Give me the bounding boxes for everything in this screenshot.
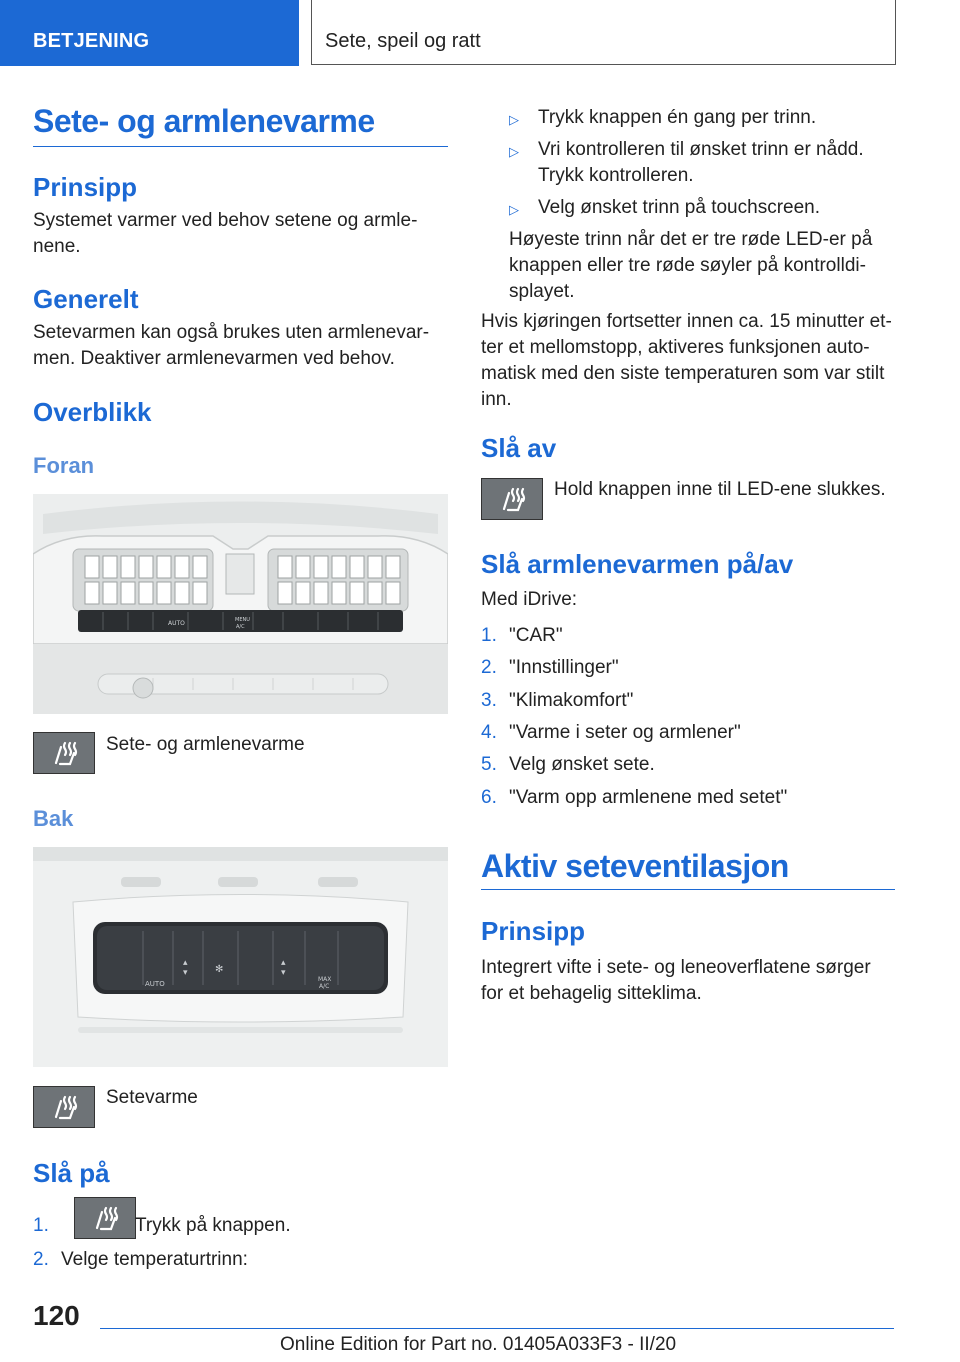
rear-panel-image bbox=[33, 847, 448, 1067]
chapter-label: Sete, speil og ratt bbox=[325, 30, 481, 52]
rear-ac-label: A/C bbox=[319, 983, 330, 990]
edition-label: Online Edition for Part no. 01405A033F3 - II/20 bbox=[280, 1334, 677, 1355]
triangle-bullet-icon: ▷ bbox=[509, 144, 519, 159]
step-text: "Varm opp armlenene med setet" bbox=[509, 787, 788, 808]
generelt-line-2: men. Deaktiver armlenevarmen ved behov. bbox=[33, 348, 395, 369]
step-number: 6. bbox=[481, 787, 497, 808]
sla-pa-heading: Slå på bbox=[33, 1158, 110, 1188]
step-number: 2. bbox=[33, 1249, 49, 1270]
seat-heating-icon bbox=[33, 732, 95, 774]
prinsipp2-line-2: for et behagelig sitteklima. bbox=[481, 983, 702, 1004]
prinsipp2-heading: Prinsipp bbox=[481, 916, 586, 946]
hvis-line-4: inn. bbox=[481, 389, 512, 410]
bullet-text: Vri kontrolleren til ønsket trinn er nådd. bbox=[538, 139, 864, 160]
rear-climate-panel-illustration bbox=[33, 847, 448, 1067]
page-title: Sete- og armlenevarme bbox=[33, 103, 375, 139]
section-label: BETJENING bbox=[33, 30, 150, 52]
sla-av-text: Hold knappen inne til LED-ene slukkes. bbox=[554, 479, 886, 500]
hvis-line-1: Hvis kjøringen fortsetter innen ca. 15 minutter et- bbox=[481, 311, 892, 332]
rear-max-label: MAX bbox=[318, 976, 332, 983]
generelt-heading: Generelt bbox=[33, 284, 139, 314]
step-text: Velge temperaturtrinn: bbox=[61, 1249, 248, 1270]
seat-heating-icon bbox=[481, 478, 543, 520]
svg-text:▾: ▾ bbox=[281, 968, 286, 978]
step-text: Trykk på knappen. bbox=[135, 1215, 291, 1236]
prinsipp-heading: Prinsipp bbox=[33, 172, 138, 202]
triangle-bullet-icon: ▷ bbox=[509, 202, 519, 217]
armlene-heading: Slå armlenevarmen på/av bbox=[481, 549, 794, 579]
page-number: 120 bbox=[33, 1300, 80, 1331]
chapter-tab bbox=[311, 0, 896, 65]
front-auto-label: AUTO bbox=[168, 620, 185, 627]
hoyeste-line-3: splayet. bbox=[509, 281, 575, 302]
svg-text:✻: ✻ bbox=[215, 964, 224, 975]
step-text: "Klimakomfort" bbox=[509, 690, 634, 711]
list-item bbox=[509, 137, 895, 189]
list-item bbox=[33, 1247, 448, 1273]
hoyeste-line-2: knappen eller tre røde søyler på kontrolldi- bbox=[509, 255, 866, 276]
step-number: 1. bbox=[481, 625, 497, 646]
step-number: 4. bbox=[481, 722, 497, 743]
hvis-line-3: matisk med den siste temperaturen som var stilt bbox=[481, 363, 885, 384]
rear-auto-label: AUTO bbox=[145, 980, 165, 988]
step-text: Velg ønsket sete. bbox=[509, 754, 655, 775]
bullet-text: Velg ønsket trinn på touchscreen. bbox=[538, 197, 820, 218]
svg-text:▴: ▴ bbox=[281, 958, 286, 968]
bullet-text-2: Trykk kontrolleren. bbox=[538, 165, 694, 186]
sla-av-heading: Slå av bbox=[481, 433, 557, 463]
hoyeste-line-1: Høyeste trinn når det er tre røde LED-er på bbox=[509, 229, 873, 250]
prinsipp-line-2: nene. bbox=[33, 236, 81, 257]
step-text: "Varme i seter og armlener" bbox=[509, 722, 741, 743]
step-number: 3. bbox=[481, 690, 497, 711]
med-idrive: Med iDrive: bbox=[481, 589, 578, 610]
bak-heading: Bak bbox=[33, 806, 74, 831]
svg-text:▾: ▾ bbox=[183, 968, 188, 978]
step-text: "CAR" bbox=[509, 625, 563, 646]
front-panel-image bbox=[33, 494, 448, 714]
svg-text:▴: ▴ bbox=[183, 958, 188, 968]
triangle-bullet-icon: ▷ bbox=[509, 112, 519, 127]
front-ac-label: A/C bbox=[236, 624, 245, 630]
step-number: 2. bbox=[481, 657, 497, 678]
bak-caption: Setevarme bbox=[106, 1087, 198, 1108]
front-climate-panel-illustration bbox=[33, 494, 448, 714]
step-text: "Innstillinger" bbox=[509, 657, 619, 678]
front-menu-label: MENU bbox=[235, 617, 250, 623]
foran-caption: Sete- og armlenevarme bbox=[106, 734, 305, 755]
step-number: 5. bbox=[481, 754, 497, 775]
aktiv-title: Aktiv seteventilasjon bbox=[481, 848, 789, 884]
seat-heating-icon bbox=[33, 1086, 95, 1128]
page-header bbox=[0, 0, 960, 66]
aktiv-title-rule bbox=[481, 889, 895, 890]
prinsipp-line-1: Systemet varmer ved behov setene og armle- bbox=[33, 210, 418, 231]
overblikk-heading: Overblikk bbox=[33, 397, 152, 427]
footer-rule bbox=[100, 1328, 894, 1329]
bullet-text: Trykk knappen én gang per trinn. bbox=[538, 107, 817, 128]
step-number: 1. bbox=[33, 1215, 49, 1236]
generelt-line-1: Setevarmen kan også brukes uten armlenevar- bbox=[33, 322, 430, 343]
prinsipp2-line-1: Integrert vifte i sete- og leneoverflatene sørger bbox=[481, 957, 871, 978]
list-item bbox=[33, 1213, 448, 1239]
hvis-line-2: ter et mellomstopp, aktiveres funksjonen auto- bbox=[481, 337, 870, 358]
foran-heading: Foran bbox=[33, 453, 95, 478]
title-rule bbox=[33, 146, 448, 147]
section-tab bbox=[0, 0, 299, 66]
seat-heating-icon bbox=[74, 1197, 136, 1239]
